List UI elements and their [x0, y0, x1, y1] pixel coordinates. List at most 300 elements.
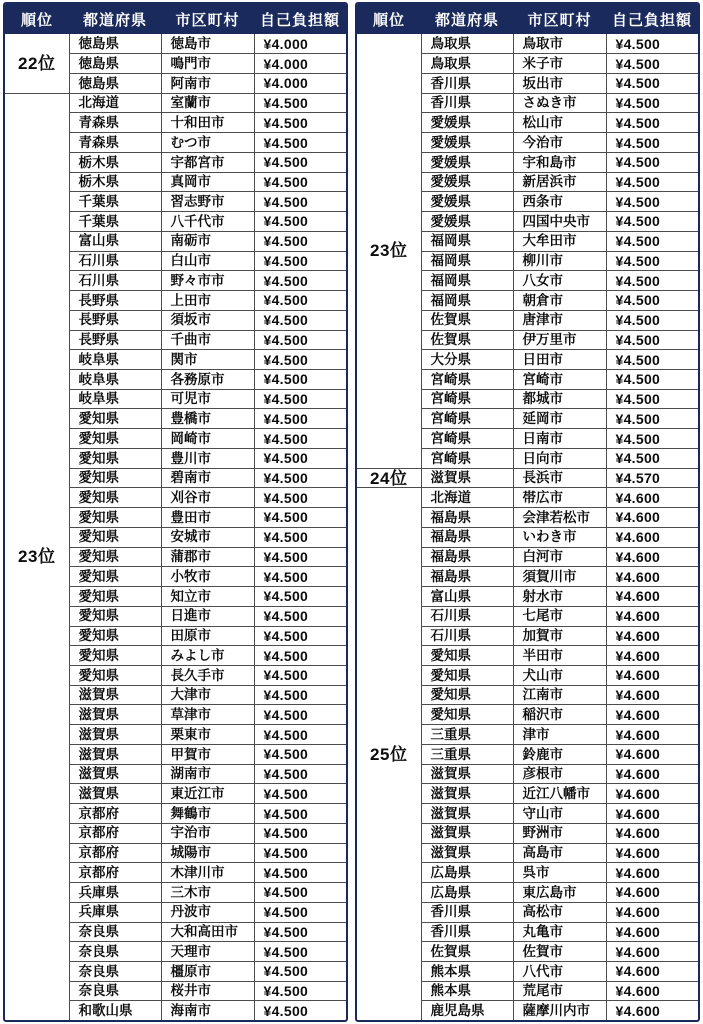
- prefecture-cell: 滋賀県: [421, 843, 513, 863]
- column-header-city: 市区町村: [513, 4, 606, 34]
- prefecture-cell: 奈良県: [69, 922, 161, 942]
- city-cell: 長浜市: [513, 468, 606, 488]
- prefecture-cell: 滋賀県: [69, 784, 161, 804]
- prefecture-cell: 愛媛県: [421, 192, 513, 212]
- city-cell: さぬき市: [513, 93, 606, 113]
- prefecture-cell: 滋賀県: [421, 804, 513, 824]
- prefecture-cell: 滋賀県: [69, 744, 161, 764]
- amount-cell: ¥4.600: [606, 883, 698, 903]
- prefecture-cell: 岐阜県: [69, 369, 161, 389]
- city-cell: 小牧市: [161, 567, 254, 587]
- amount-cell: ¥4.500: [254, 369, 346, 389]
- prefecture-cell: 香川県: [421, 73, 513, 93]
- amount-cell: ¥4.500: [254, 666, 346, 686]
- prefecture-cell: 京都府: [69, 823, 161, 843]
- amount-cell: ¥4.000: [254, 54, 346, 74]
- city-cell: 半田市: [513, 646, 606, 666]
- city-cell: いわき市: [513, 527, 606, 547]
- prefecture-cell: 愛媛県: [421, 152, 513, 172]
- city-cell: 宇都宮市: [161, 152, 254, 172]
- city-cell: 各務原市: [161, 369, 254, 389]
- prefecture-cell: 愛知県: [69, 468, 161, 488]
- amount-cell: ¥4.600: [606, 567, 698, 587]
- amount-cell: ¥4.500: [254, 567, 346, 587]
- prefecture-cell: 滋賀県: [69, 705, 161, 725]
- amount-cell: ¥4.500: [254, 271, 346, 291]
- city-cell: 松山市: [513, 113, 606, 133]
- prefecture-cell: 石川県: [421, 626, 513, 646]
- city-cell: 甲賀市: [161, 744, 254, 764]
- table-row: [5, 34, 346, 54]
- city-cell: 海南市: [161, 1001, 254, 1021]
- amount-cell: ¥4.500: [254, 922, 346, 942]
- prefecture-cell: 宮崎県: [421, 409, 513, 429]
- city-cell: 碧南市: [161, 468, 254, 488]
- city-cell: 柳川市: [513, 251, 606, 271]
- city-cell: 新居浜市: [513, 172, 606, 192]
- city-cell: 豊橋市: [161, 409, 254, 429]
- amount-cell: ¥4.500: [254, 508, 346, 528]
- amount-cell: ¥4.500: [254, 330, 346, 350]
- city-cell: みよし市: [161, 646, 254, 666]
- amount-cell: ¥4.500: [254, 468, 346, 488]
- city-cell: 彦根市: [513, 764, 606, 784]
- prefecture-cell: 鳥取県: [421, 34, 513, 54]
- rank-cell: 23位: [5, 93, 69, 1021]
- prefecture-cell: 滋賀県: [69, 685, 161, 705]
- amount-cell: ¥4.600: [606, 488, 698, 508]
- prefecture-cell: 岐阜県: [69, 350, 161, 370]
- column-header-rank: 順位: [357, 4, 421, 34]
- city-cell: 徳島市: [161, 34, 254, 54]
- city-cell: むつ市: [161, 133, 254, 153]
- prefecture-cell: 香川県: [421, 922, 513, 942]
- rank-cell: 25位: [357, 488, 421, 1021]
- prefecture-cell: 長野県: [69, 330, 161, 350]
- prefecture-cell: 滋賀県: [421, 784, 513, 804]
- city-cell: 知立市: [161, 587, 254, 607]
- prefecture-cell: 愛知県: [421, 705, 513, 725]
- amount-cell: ¥4.500: [254, 212, 346, 232]
- table-row: [357, 488, 698, 508]
- prefecture-cell: 愛知県: [69, 508, 161, 528]
- amount-cell: ¥4.600: [606, 527, 698, 547]
- amount-cell: ¥4.600: [606, 547, 698, 567]
- prefecture-cell: 滋賀県: [421, 823, 513, 843]
- city-cell: 刈谷市: [161, 488, 254, 508]
- prefecture-cell: 京都府: [69, 804, 161, 824]
- rank-cell: 22位: [5, 34, 69, 93]
- amount-cell: ¥4.500: [606, 152, 698, 172]
- amount-cell: ¥4.600: [606, 646, 698, 666]
- amount-cell: ¥4.500: [254, 448, 346, 468]
- prefecture-cell: 愛知県: [69, 448, 161, 468]
- city-cell: 長久手市: [161, 666, 254, 686]
- amount-cell: ¥4.500: [606, 369, 698, 389]
- amount-cell: ¥4.500: [606, 330, 698, 350]
- prefecture-cell: 奈良県: [69, 942, 161, 962]
- amount-cell: ¥4.500: [254, 646, 346, 666]
- prefecture-cell: 宮崎県: [421, 369, 513, 389]
- city-cell: 日進市: [161, 606, 254, 626]
- ranking-table-left: [3, 2, 348, 1022]
- prefecture-cell: 福岡県: [421, 271, 513, 291]
- amount-cell: ¥4.600: [606, 508, 698, 528]
- amount-cell: ¥4.500: [254, 962, 346, 982]
- city-cell: 栗東市: [161, 725, 254, 745]
- prefecture-cell: 愛知県: [69, 646, 161, 666]
- prefecture-cell: 福島県: [421, 547, 513, 567]
- prefecture-cell: 愛知県: [69, 666, 161, 686]
- city-cell: 日南市: [513, 429, 606, 449]
- amount-cell: ¥4.500: [254, 389, 346, 409]
- city-cell: 伊万里市: [513, 330, 606, 350]
- rank-cell: 23位: [357, 34, 421, 468]
- column-header-rank: 順位: [5, 4, 69, 34]
- amount-cell: ¥4.600: [606, 804, 698, 824]
- city-cell: 室蘭市: [161, 93, 254, 113]
- amount-cell: ¥4.600: [606, 823, 698, 843]
- amount-cell: ¥4.500: [254, 113, 346, 133]
- amount-cell: ¥4.600: [606, 843, 698, 863]
- amount-cell: ¥4.500: [254, 291, 346, 311]
- column-header-prefecture: 都道府県: [421, 4, 513, 34]
- prefecture-cell: 香川県: [421, 902, 513, 922]
- city-cell: 南砺市: [161, 231, 254, 251]
- header-row: [5, 4, 346, 34]
- amount-cell: ¥4.500: [254, 764, 346, 784]
- prefecture-cell: 佐賀県: [421, 942, 513, 962]
- amount-cell: ¥4.600: [606, 587, 698, 607]
- amount-cell: ¥4.600: [606, 902, 698, 922]
- amount-cell: ¥4.500: [254, 231, 346, 251]
- amount-cell: ¥4.600: [606, 666, 698, 686]
- city-cell: 岡崎市: [161, 429, 254, 449]
- city-cell: 近江八幡市: [513, 784, 606, 804]
- city-cell: 加賀市: [513, 626, 606, 646]
- prefecture-cell: 京都府: [69, 843, 161, 863]
- city-cell: 鳴門市: [161, 54, 254, 74]
- amount-cell: ¥4.500: [254, 883, 346, 903]
- column-header-amount: 自己負担額: [606, 4, 698, 34]
- amount-cell: ¥4.500: [254, 587, 346, 607]
- prefecture-cell: 宮崎県: [421, 448, 513, 468]
- amount-cell: ¥4.500: [254, 863, 346, 883]
- prefecture-cell: 栃木県: [69, 172, 161, 192]
- amount-cell: ¥4.500: [254, 725, 346, 745]
- city-cell: 帯広市: [513, 488, 606, 508]
- city-cell: 鳥取市: [513, 34, 606, 54]
- amount-cell: ¥4.600: [606, 922, 698, 942]
- city-cell: 真岡市: [161, 172, 254, 192]
- prefecture-cell: 徳島県: [69, 54, 161, 74]
- city-cell: 蒲郡市: [161, 547, 254, 567]
- amount-cell: ¥4.500: [254, 843, 346, 863]
- city-cell: 天理市: [161, 942, 254, 962]
- city-cell: 日向市: [513, 448, 606, 468]
- rank-cell: 24位: [357, 468, 421, 488]
- prefecture-cell: 鳥取県: [421, 54, 513, 74]
- prefecture-cell: 三重県: [421, 725, 513, 745]
- prefecture-cell: 愛知県: [69, 488, 161, 508]
- prefecture-cell: 滋賀県: [421, 468, 513, 488]
- city-cell: 会津若松市: [513, 508, 606, 528]
- prefecture-cell: 福岡県: [421, 231, 513, 251]
- amount-cell: ¥4.600: [606, 1001, 698, 1021]
- prefecture-cell: 千葉県: [69, 192, 161, 212]
- prefecture-cell: 石川県: [69, 251, 161, 271]
- city-cell: 大和高田市: [161, 922, 254, 942]
- city-cell: 桜井市: [161, 981, 254, 1001]
- amount-cell: ¥4.500: [254, 744, 346, 764]
- amount-cell: ¥4.600: [606, 784, 698, 804]
- city-cell: 草津市: [161, 705, 254, 725]
- city-cell: 上田市: [161, 291, 254, 311]
- amount-cell: ¥4.000: [254, 73, 346, 93]
- amount-cell: ¥4.500: [254, 133, 346, 153]
- amount-cell: ¥4.500: [606, 54, 698, 74]
- city-cell: 宮崎市: [513, 369, 606, 389]
- city-cell: 唐津市: [513, 310, 606, 330]
- prefecture-cell: 富山県: [69, 231, 161, 251]
- prefecture-cell: 佐賀県: [421, 330, 513, 350]
- prefecture-cell: 愛知県: [69, 606, 161, 626]
- prefecture-cell: 香川県: [421, 93, 513, 113]
- city-cell: 朝倉市: [513, 291, 606, 311]
- amount-cell: ¥4.600: [606, 685, 698, 705]
- prefecture-cell: 広島県: [421, 863, 513, 883]
- amount-cell: ¥4.500: [606, 291, 698, 311]
- amount-cell: ¥4.500: [606, 409, 698, 429]
- city-cell: 江南市: [513, 685, 606, 705]
- city-cell: 阿南市: [161, 73, 254, 93]
- city-cell: 可児市: [161, 389, 254, 409]
- city-cell: 豊田市: [161, 508, 254, 528]
- prefecture-cell: 福島県: [421, 508, 513, 528]
- amount-cell: ¥4.500: [606, 310, 698, 330]
- amount-cell: ¥4.500: [254, 606, 346, 626]
- table-row: [5, 93, 346, 113]
- city-cell: 千曲市: [161, 330, 254, 350]
- city-cell: 豊川市: [161, 448, 254, 468]
- amount-cell: ¥4.500: [254, 784, 346, 804]
- amount-cell: ¥4.570: [606, 468, 698, 488]
- prefecture-cell: 愛媛県: [421, 172, 513, 192]
- city-cell: 須賀川市: [513, 567, 606, 587]
- prefecture-cell: 福島県: [421, 567, 513, 587]
- city-cell: 呉市: [513, 863, 606, 883]
- prefecture-cell: 熊本県: [421, 981, 513, 1001]
- amount-cell: ¥4.500: [606, 251, 698, 271]
- prefecture-cell: 青森県: [69, 113, 161, 133]
- amount-cell: ¥4.500: [606, 133, 698, 153]
- amount-cell: ¥4.500: [254, 192, 346, 212]
- amount-cell: ¥4.500: [254, 547, 346, 567]
- amount-cell: ¥4.500: [254, 804, 346, 824]
- prefecture-cell: 熊本県: [421, 962, 513, 982]
- amount-cell: ¥4.500: [254, 409, 346, 429]
- prefecture-cell: 滋賀県: [69, 764, 161, 784]
- prefecture-cell: 岐阜県: [69, 389, 161, 409]
- amount-cell: ¥4.500: [606, 448, 698, 468]
- amount-cell: ¥4.500: [254, 902, 346, 922]
- table-row: [357, 34, 698, 54]
- prefecture-cell: 愛知県: [421, 666, 513, 686]
- city-cell: 習志野市: [161, 192, 254, 212]
- prefecture-cell: 愛知県: [69, 429, 161, 449]
- city-cell: 稲沢市: [513, 705, 606, 725]
- amount-cell: ¥4.600: [606, 626, 698, 646]
- prefecture-cell: 宮崎県: [421, 429, 513, 449]
- cost-ranking-table-right: [357, 4, 698, 1021]
- ranking-table-right: [355, 2, 700, 1022]
- city-cell: 木津川市: [161, 863, 254, 883]
- city-cell: 宇治市: [161, 823, 254, 843]
- amount-cell: ¥4.500: [254, 488, 346, 508]
- city-cell: 犬山市: [513, 666, 606, 686]
- prefecture-cell: 愛媛県: [421, 133, 513, 153]
- prefecture-cell: 福岡県: [421, 291, 513, 311]
- amount-cell: ¥4.600: [606, 863, 698, 883]
- city-cell: 高島市: [513, 843, 606, 863]
- prefecture-cell: 栃木県: [69, 152, 161, 172]
- city-cell: 湖南市: [161, 764, 254, 784]
- city-cell: 八女市: [513, 271, 606, 291]
- city-cell: 大牟田市: [513, 231, 606, 251]
- amount-cell: ¥4.500: [606, 212, 698, 232]
- city-cell: 大津市: [161, 685, 254, 705]
- city-cell: 七尾市: [513, 606, 606, 626]
- amount-cell: ¥4.500: [606, 350, 698, 370]
- prefecture-cell: 青森県: [69, 133, 161, 153]
- city-cell: 野洲市: [513, 823, 606, 843]
- prefecture-cell: 京都府: [69, 863, 161, 883]
- prefecture-cell: 長野県: [69, 310, 161, 330]
- amount-cell: ¥4.600: [606, 744, 698, 764]
- prefecture-cell: 宮崎県: [421, 389, 513, 409]
- prefecture-cell: 富山県: [421, 587, 513, 607]
- column-header-city: 市区町村: [161, 4, 254, 34]
- city-cell: 八千代市: [161, 212, 254, 232]
- amount-cell: ¥4.500: [254, 429, 346, 449]
- prefecture-cell: 北海道: [421, 488, 513, 508]
- city-cell: 須坂市: [161, 310, 254, 330]
- prefecture-cell: 愛知県: [421, 646, 513, 666]
- prefecture-cell: 千葉県: [69, 212, 161, 232]
- amount-cell: ¥4.500: [254, 823, 346, 843]
- amount-cell: ¥4.000: [254, 34, 346, 54]
- amount-cell: ¥4.600: [606, 981, 698, 1001]
- city-cell: 十和田市: [161, 113, 254, 133]
- city-cell: 坂出市: [513, 73, 606, 93]
- amount-cell: ¥4.500: [606, 34, 698, 54]
- amount-cell: ¥4.500: [606, 192, 698, 212]
- cost-ranking-table-left: [5, 4, 346, 1021]
- city-cell: 丹波市: [161, 902, 254, 922]
- prefecture-cell: 石川県: [421, 606, 513, 626]
- prefecture-cell: 福島県: [421, 527, 513, 547]
- prefecture-cell: 石川県: [69, 271, 161, 291]
- amount-cell: ¥4.500: [254, 93, 346, 113]
- city-cell: 薩摩川内市: [513, 1001, 606, 1021]
- city-cell: 日田市: [513, 350, 606, 370]
- city-cell: 関市: [161, 350, 254, 370]
- prefecture-cell: 愛媛県: [421, 113, 513, 133]
- city-cell: 舞鶴市: [161, 804, 254, 824]
- city-cell: 佐賀市: [513, 942, 606, 962]
- amount-cell: ¥4.600: [606, 725, 698, 745]
- prefecture-cell: 愛知県: [69, 527, 161, 547]
- prefecture-cell: 愛知県: [421, 685, 513, 705]
- amount-cell: ¥4.500: [254, 705, 346, 725]
- prefecture-cell: 和歌山県: [69, 1001, 161, 1021]
- city-cell: 鈴鹿市: [513, 744, 606, 764]
- city-cell: 高松市: [513, 902, 606, 922]
- amount-cell: ¥4.500: [254, 310, 346, 330]
- prefecture-cell: 愛媛県: [421, 212, 513, 232]
- city-cell: 丸亀市: [513, 922, 606, 942]
- amount-cell: ¥4.500: [254, 685, 346, 705]
- city-cell: 西条市: [513, 192, 606, 212]
- prefecture-cell: 広島県: [421, 883, 513, 903]
- prefecture-cell: 佐賀県: [421, 310, 513, 330]
- amount-cell: ¥4.500: [254, 350, 346, 370]
- city-cell: 射水市: [513, 587, 606, 607]
- prefecture-cell: 滋賀県: [69, 725, 161, 745]
- city-cell: 守山市: [513, 804, 606, 824]
- amount-cell: ¥4.600: [606, 764, 698, 784]
- city-cell: 荒尾市: [513, 981, 606, 1001]
- city-cell: 安城市: [161, 527, 254, 547]
- prefecture-cell: 滋賀県: [421, 764, 513, 784]
- column-header-prefecture: 都道府県: [69, 4, 161, 34]
- prefecture-cell: 福岡県: [421, 251, 513, 271]
- city-cell: 宇和島市: [513, 152, 606, 172]
- city-cell: 三木市: [161, 883, 254, 903]
- prefecture-cell: 奈良県: [69, 981, 161, 1001]
- amount-cell: ¥4.500: [254, 172, 346, 192]
- amount-cell: ¥4.500: [254, 1001, 346, 1021]
- city-cell: 城陽市: [161, 843, 254, 863]
- amount-cell: ¥4.500: [606, 231, 698, 251]
- amount-cell: ¥4.500: [606, 389, 698, 409]
- prefecture-cell: 徳島県: [69, 73, 161, 93]
- city-cell: 延岡市: [513, 409, 606, 429]
- amount-cell: ¥4.500: [606, 429, 698, 449]
- city-cell: 都城市: [513, 389, 606, 409]
- prefecture-cell: 愛知県: [69, 567, 161, 587]
- prefecture-cell: 北海道: [69, 93, 161, 113]
- amount-cell: ¥4.600: [606, 962, 698, 982]
- amount-cell: ¥4.500: [606, 172, 698, 192]
- amount-cell: ¥4.500: [254, 527, 346, 547]
- table-row: [357, 468, 698, 488]
- prefecture-cell: 愛知県: [69, 409, 161, 429]
- city-cell: 八代市: [513, 962, 606, 982]
- amount-cell: ¥4.500: [254, 251, 346, 271]
- amount-cell: ¥4.500: [254, 981, 346, 1001]
- column-header-amount: 自己負担額: [254, 4, 346, 34]
- amount-cell: ¥4.600: [606, 606, 698, 626]
- amount-cell: ¥4.500: [606, 271, 698, 291]
- prefecture-cell: 徳島県: [69, 34, 161, 54]
- amount-cell: ¥4.600: [606, 705, 698, 725]
- city-cell: 白河市: [513, 547, 606, 567]
- prefecture-cell: 長野県: [69, 291, 161, 311]
- city-cell: 米子市: [513, 54, 606, 74]
- amount-cell: ¥4.500: [254, 626, 346, 646]
- city-cell: 四国中央市: [513, 212, 606, 232]
